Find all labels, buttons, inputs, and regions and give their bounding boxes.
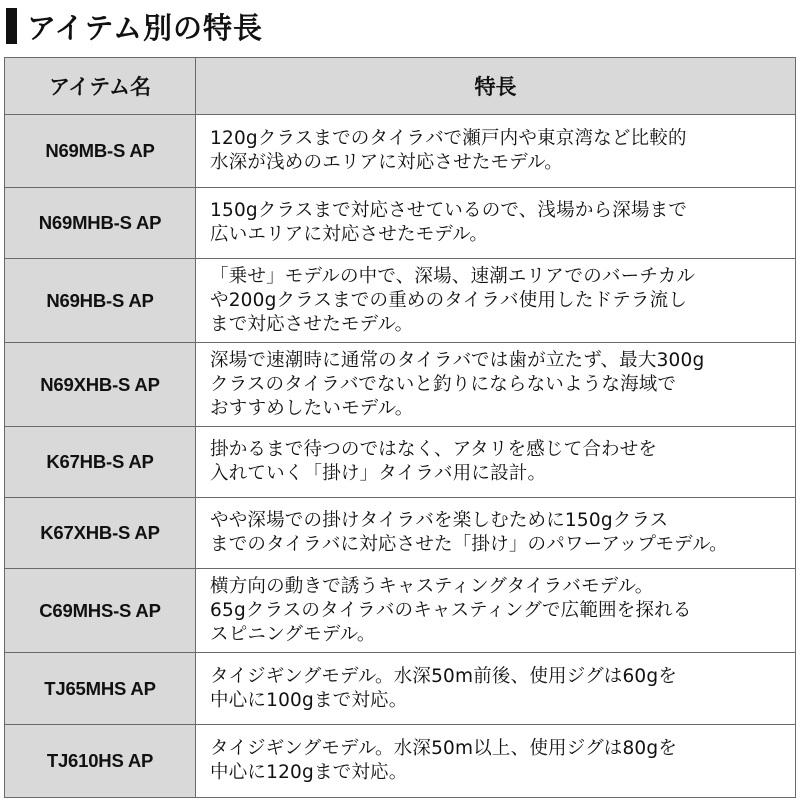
feature-text-line: 掛かるまで待つのではなく、アタリを感じて合わせを: [210, 439, 658, 460]
item-features-table: [4, 57, 796, 798]
page-title: アイテム別の特長: [27, 10, 263, 45]
column-header-features: 特長: [196, 58, 796, 115]
item-name-cell: K67HB-S AP: [5, 427, 196, 498]
feature-text-line: タイジギングモデル。水深50m前後、使用ジグは60gを: [210, 665, 678, 687]
heading-accent-bar: [6, 8, 17, 44]
feature-text-line: 150gクラスまで対応させているので、浅場から深場まで: [210, 200, 688, 221]
feature-text-line: 65gクラスのタイラバのキャスティングで広範囲を探れる: [210, 599, 692, 621]
item-feature-cell: [196, 569, 796, 653]
item-name-cell: N69HB-S AP: [5, 259, 196, 343]
feature-text-line: 横方向の動きで誘うキャスティングタイラバモデル。: [210, 575, 654, 597]
feature-text-line: 120gクラスまでのタイラバで瀬戸内や東京湾など比較的: [210, 128, 687, 149]
feature-text-line: クラスのタイラバでないと釣りにならないような海域で: [210, 373, 677, 395]
item-feature-cell: [196, 259, 796, 343]
table-header-row: [5, 58, 796, 115]
feature-text-line: まで対応させたモデル。: [210, 313, 414, 335]
feature-text-line: 中心に120gまで対応。: [210, 762, 408, 783]
item-name-cell: C69MHS-S AP: [5, 569, 196, 653]
feature-text-line: 深場で速潮時に通常のタイラバでは歯が立たず、最大300g: [210, 349, 705, 371]
table-row: [5, 653, 796, 725]
item-feature-cell: [196, 725, 796, 798]
item-name-cell: N69XHB-S AP: [5, 343, 196, 427]
feature-text-line: 広いエリアに対応させたモデル。: [210, 224, 489, 245]
feature-text-line: 中心に100gまで対応。: [210, 689, 408, 711]
item-name-cell: TJ610HS AP: [5, 725, 196, 798]
column-header-item-name: アイテム名: [5, 58, 196, 115]
item-feature-cell: [196, 653, 796, 725]
item-feature-cell: [196, 498, 796, 569]
item-name-cell: N69MB-S AP: [5, 115, 196, 188]
section-heading: [6, 8, 263, 44]
feature-text-line: スピニングモデル。: [210, 623, 376, 645]
feature-text-line: やや深場での掛けタイラバを楽しむために150gクラス: [210, 510, 669, 531]
table-row: [5, 259, 796, 343]
table-row: [5, 569, 796, 653]
feature-text-line: や200gクラスまでの重めのタイラバ使用したドテラ流し: [210, 289, 688, 311]
item-name-cell: N69MHB-S AP: [5, 188, 196, 259]
feature-text-line: 「乗せ」モデルの中で、深場、速潮エリアでのバーチカル: [210, 265, 696, 287]
feature-text-line: までのタイラバに対応させた「掛け」のパワーアップモデル。: [210, 534, 728, 555]
feature-text-line: タイジギングモデル。水深50m以上、使用ジグは80gを: [210, 738, 678, 759]
table-row: [5, 498, 796, 569]
feature-text-line: 水深が浅めのエリアに対応させたモデル。: [210, 152, 563, 173]
item-feature-cell: [196, 343, 796, 427]
feature-text-line: 入れていく「掛け」タイラバ用に設計。: [210, 463, 547, 484]
item-name-cell: K67XHB-S AP: [5, 498, 196, 569]
table-row: [5, 343, 796, 427]
table-row: [5, 188, 796, 259]
item-feature-cell: [196, 188, 796, 259]
table-row: [5, 725, 796, 798]
item-feature-cell: [196, 115, 796, 188]
table-row: [5, 427, 796, 498]
feature-text-line: おすすめしたいモデル。: [210, 397, 414, 419]
table-row: [5, 115, 796, 188]
item-feature-cell: [196, 427, 796, 498]
item-name-cell: TJ65MHS AP: [5, 653, 196, 725]
